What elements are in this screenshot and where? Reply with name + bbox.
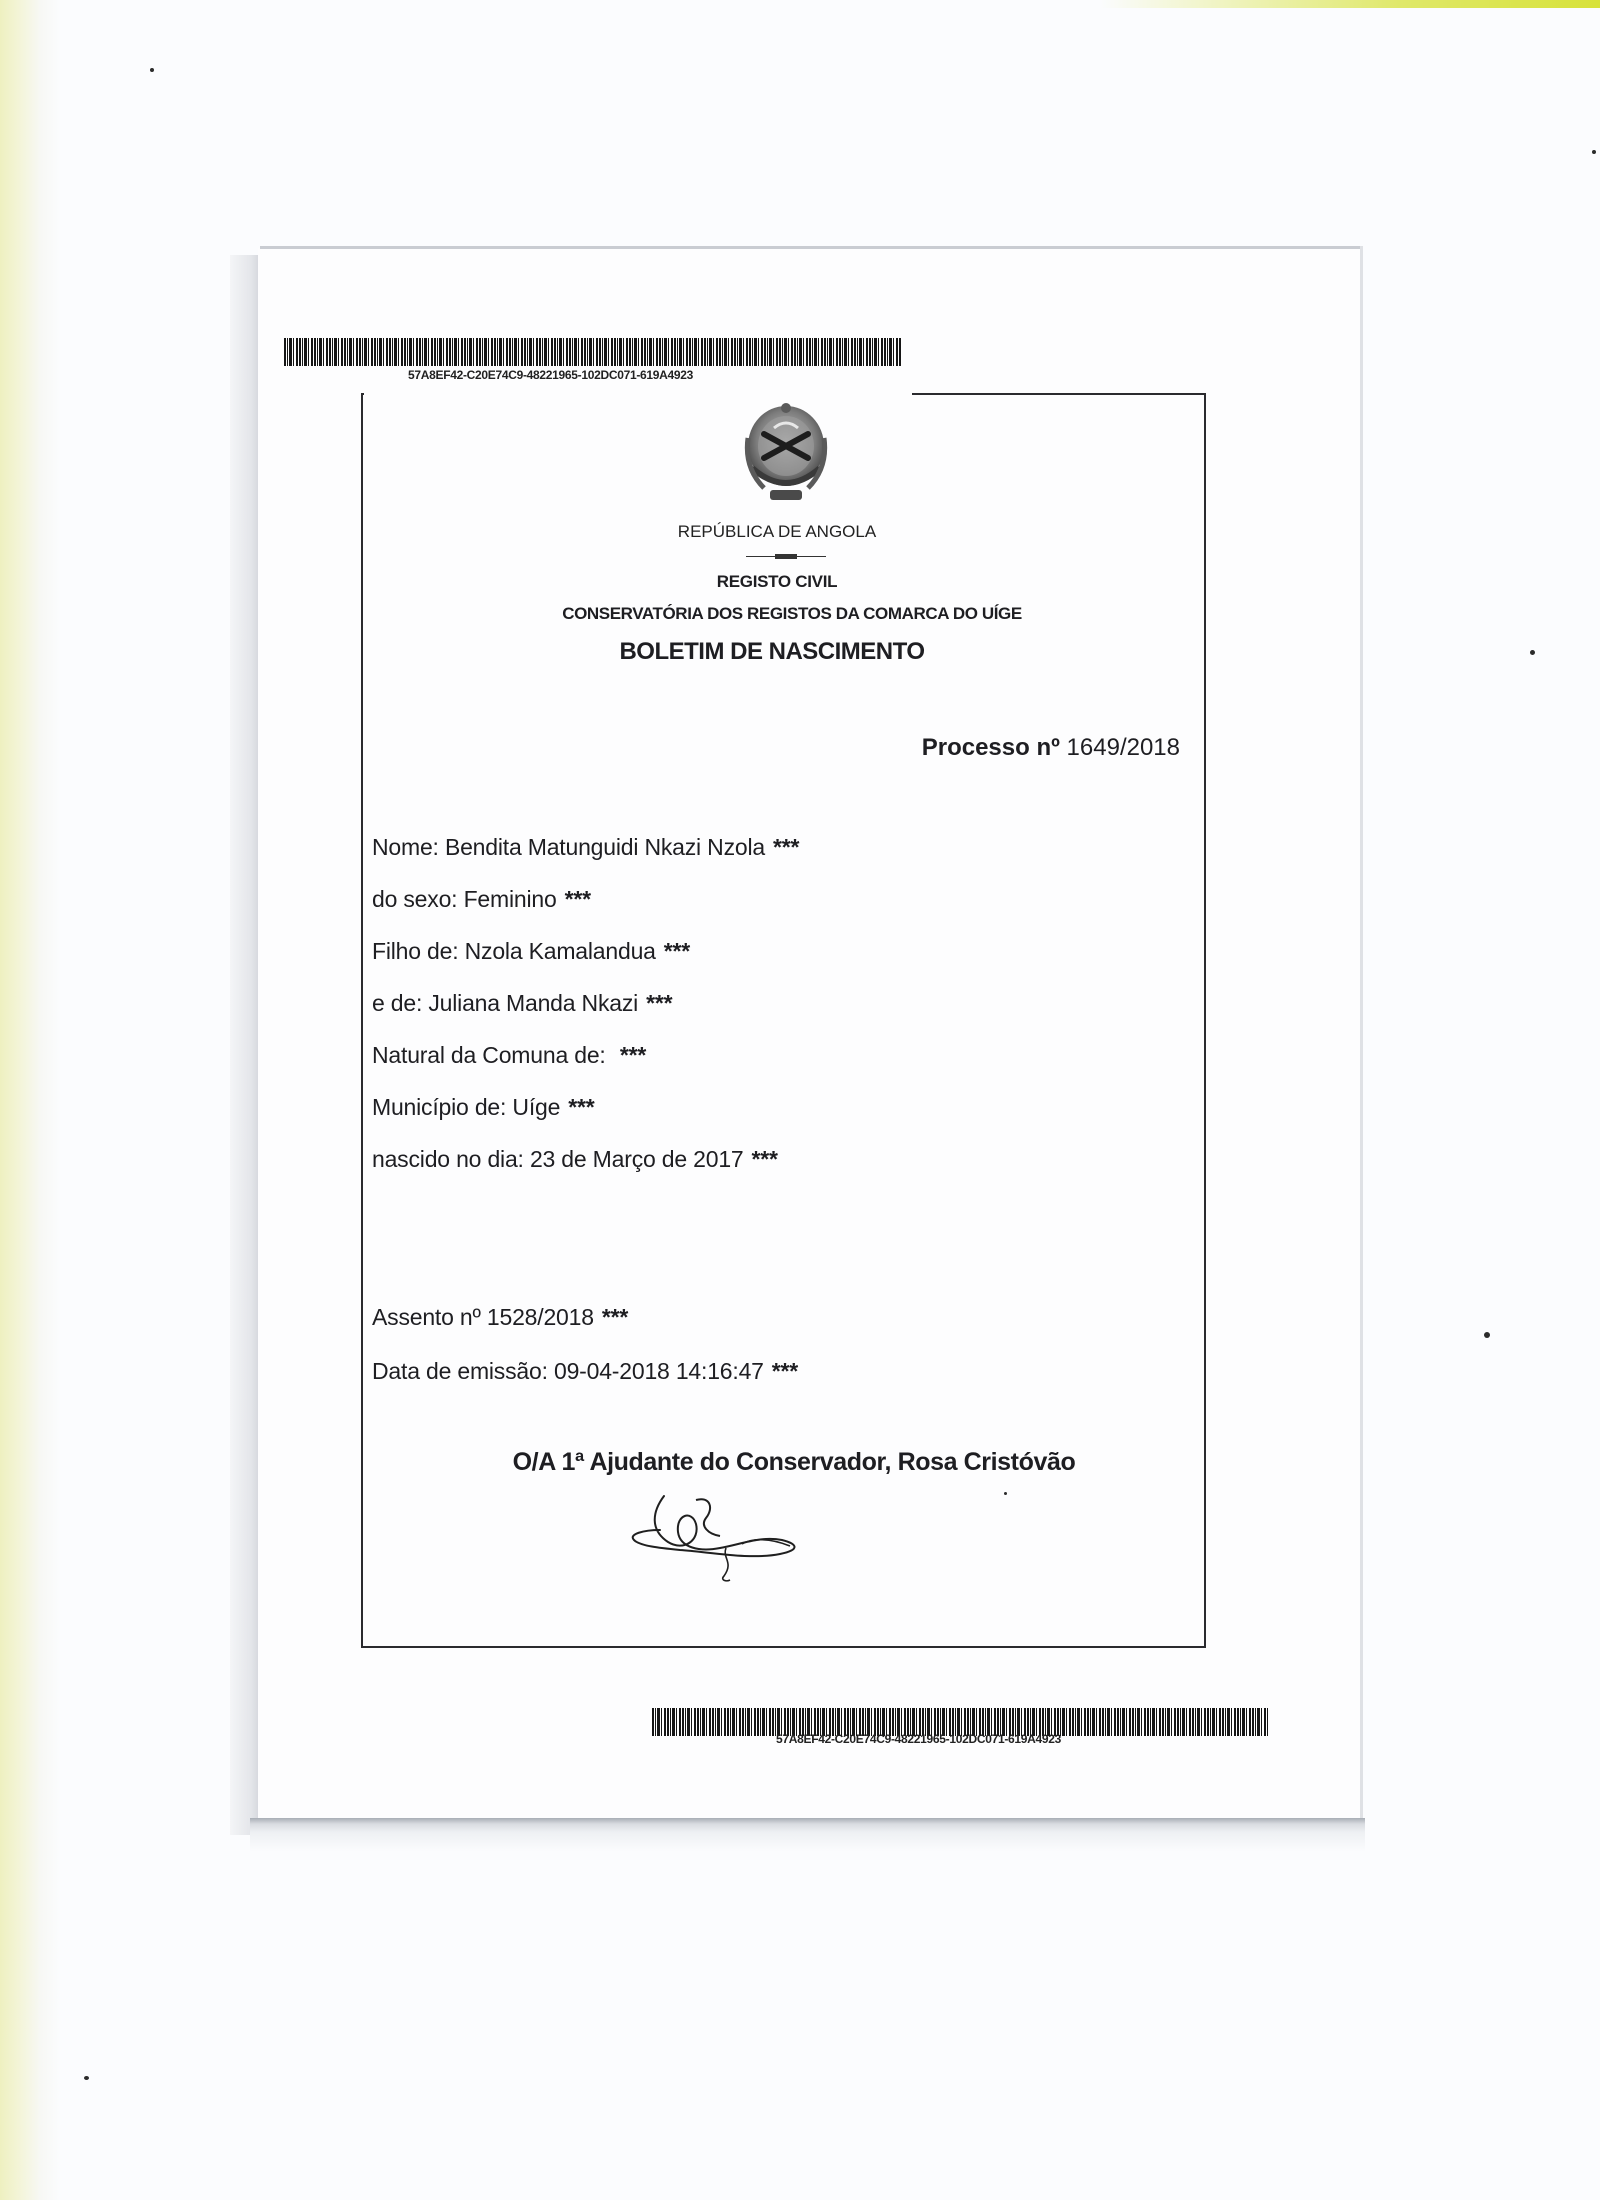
field-name [372, 834, 799, 861]
field-value: Bendita Matunguidi Nkazi Nzola [444, 834, 765, 860]
scan-speck [1530, 650, 1535, 655]
scan-edge-left [0, 0, 60, 2200]
field-value: Juliana Manda Nkazi [428, 990, 639, 1016]
field-suffix: *** [601, 1304, 629, 1330]
field-issue-date [372, 1358, 798, 1385]
field-label: nascido no dia: [372, 1146, 524, 1172]
field-suffix: *** [663, 938, 691, 964]
sheet-edge [1360, 246, 1363, 1824]
field-label: Nome: [372, 834, 439, 860]
field-value: 09-04-2018 14:16:47 [553, 1358, 764, 1384]
field-label: Filho de: [372, 938, 459, 964]
field-commune [372, 1042, 646, 1069]
document-title: BOLETIM DE NASCIMENTO [619, 638, 925, 665]
field-label: Assento nº [372, 1304, 481, 1330]
process-value: 1649/2018 [1066, 734, 1180, 761]
field-sex [372, 886, 591, 913]
field-suffix: *** [771, 1358, 799, 1384]
angola-coat-of-arms-icon [734, 398, 838, 508]
field-value: Uíge [512, 1094, 561, 1120]
field-suffix: *** [564, 886, 591, 912]
field-label: Data de emissão: [372, 1358, 548, 1384]
sheet-shadow [250, 1818, 1365, 1852]
field-suffix: *** [751, 1146, 778, 1172]
field-suffix: *** [646, 990, 673, 1016]
scan-speck [1004, 1492, 1007, 1495]
heading-divider-ornament [775, 554, 797, 559]
barcode-top [284, 338, 902, 366]
sheet-edge [260, 246, 1360, 249]
frame-gap [364, 388, 912, 398]
field-value: Nzola Kamalandua [464, 938, 656, 964]
field-value: Feminino [463, 886, 557, 912]
field-mother [372, 990, 672, 1017]
process-label: Processo nº [921, 734, 1060, 761]
field-label: Natural da Comuna de: [372, 1042, 606, 1068]
signatory-line: O/A 1ª Ajudante do Conservador, Rosa Cristóvão [512, 1448, 1076, 1476]
field-suffix: *** [772, 834, 800, 860]
field-label: e de: [372, 990, 423, 1016]
process-number [880, 734, 1180, 762]
office-heading: CONSERVATÓRIA DOS REGISTOS DA COMARCA DO UÍGE [562, 604, 1022, 623]
scan-speck [1592, 150, 1596, 154]
field-value: 23 de Março de 2017 [529, 1146, 744, 1172]
scan-speck [1484, 1332, 1490, 1338]
registry-heading: REGISTO CIVIL [716, 572, 838, 591]
field-birth-date [372, 1146, 778, 1173]
field-suffix: *** [568, 1094, 595, 1120]
scan-speck [150, 68, 154, 72]
scan-speck [84, 2076, 89, 2080]
handwritten-signature [630, 1490, 820, 1586]
scan-edge-top [1100, 0, 1600, 8]
field-municipality [372, 1094, 594, 1121]
barcode-code-top: 57A8EF42-C20E74C9-48221965-102DC071-619A4923 [408, 368, 694, 382]
field-father [372, 938, 690, 965]
field-suffix: *** [619, 1042, 647, 1068]
field-value: 1528/2018 [486, 1304, 594, 1330]
barcode-code-bottom: 57A8EF42-C20E74C9-48221965-102DC071-619A4923 [776, 1732, 1062, 1746]
field-entry-number [372, 1304, 628, 1331]
field-label: Município de: [372, 1094, 507, 1120]
country-heading: REPÚBLICA DE ANGOLA [677, 522, 877, 541]
field-label: do sexo: [372, 886, 458, 912]
